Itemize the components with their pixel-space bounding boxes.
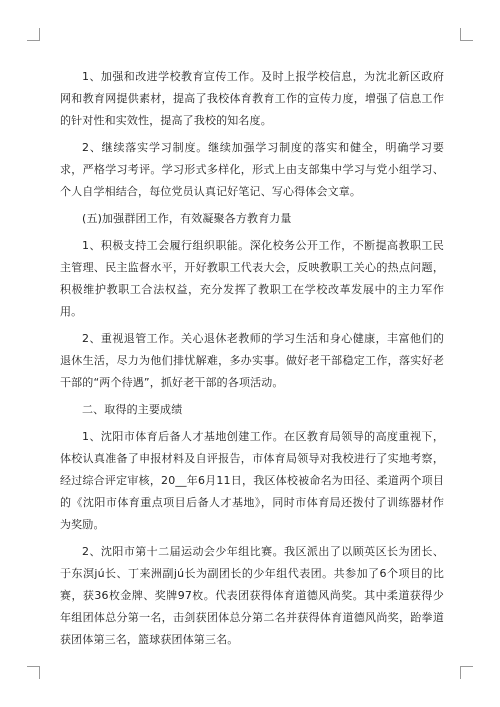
document-page — [60, 66, 444, 656]
crop-mark-top-right — [460, 28, 473, 41]
crop-mark-bottom-right — [460, 666, 473, 679]
section-heading-achievements: 二、取得的主要成绩 — [82, 403, 183, 416]
paragraph-retiree-work: 2、重视退管工作。关心退休老教师的学习生活和身心健康，丰富他们的退休生活，尽力为他们排忧解难，多办实事。做好老干部稳定工作，落实好老干部的“两个待遇”，抓好老干部的各项活动。 — [60, 332, 444, 389]
paragraph-study-system: 2、继续落实学习制度。继续加强学习制度的落实和健全，明确学习要求，严格学习考评。学习形式多样化，形式上由支部集中学习与党小组学习、个人自学相结合，每位党员认真记好笔记、写心得体会文章。 — [60, 141, 444, 198]
paragraph-union-work: 1、积极支持工会履行组织职能。深化校务公开工作，不断提高教职工民主管理、民主监督水平，开好教职工代表大会，反映教职工关心的热点问题，积极维护教职工合法权益，充分发挥了教职工在学校改革发展中的主力军作用。 — [60, 239, 444, 318]
paragraph-city-games: 2、沈阳市第十二届运动会少年组比赛。我区派出了以顾英区长为团长、于东溟jú长、丁来洲副jú长为副团长的少年组代表团。共参加了6个项目的比赛，获36枚金牌、奖牌97枚。代表团获得体育道德风尚奖。其中柔道获得少年组团体总分第一名，击剑获团体总分第二名并获得体育道德风尚奖，跆拳道获团体第三名，篮球获团体第三名。 — [60, 545, 444, 646]
crop-mark-bottom-left — [27, 666, 40, 679]
paragraph-talent-base: 1、沈阳市体育后备人才基地创建工作。在区教育局领导的高度重视下，体校认真准备了申报材料及自评报告，市体育局领导对我校进行了实地考察，经过综合评定审核，20__年6月11日，我区体校被命名为田径、柔道两个项目的《沈阳市体育重点项目后备人才基地》，同时市体育局还拨付了训练器材作为奖励。 — [60, 430, 444, 531]
paragraph-publicity-work: 1、加强和改进学校教育宣传工作。及时上报学校信息，为沈北新区政府网和教育网提供素材，提高了我校体育教育工作的宣传力度，增强了信息工作的针对性和实效性，提高了我校的知名度。 — [60, 70, 444, 127]
section-heading-group-work: (五)加强群团工作，有效凝聚各方教育力量 — [82, 212, 292, 225]
crop-mark-top-left — [27, 28, 40, 41]
